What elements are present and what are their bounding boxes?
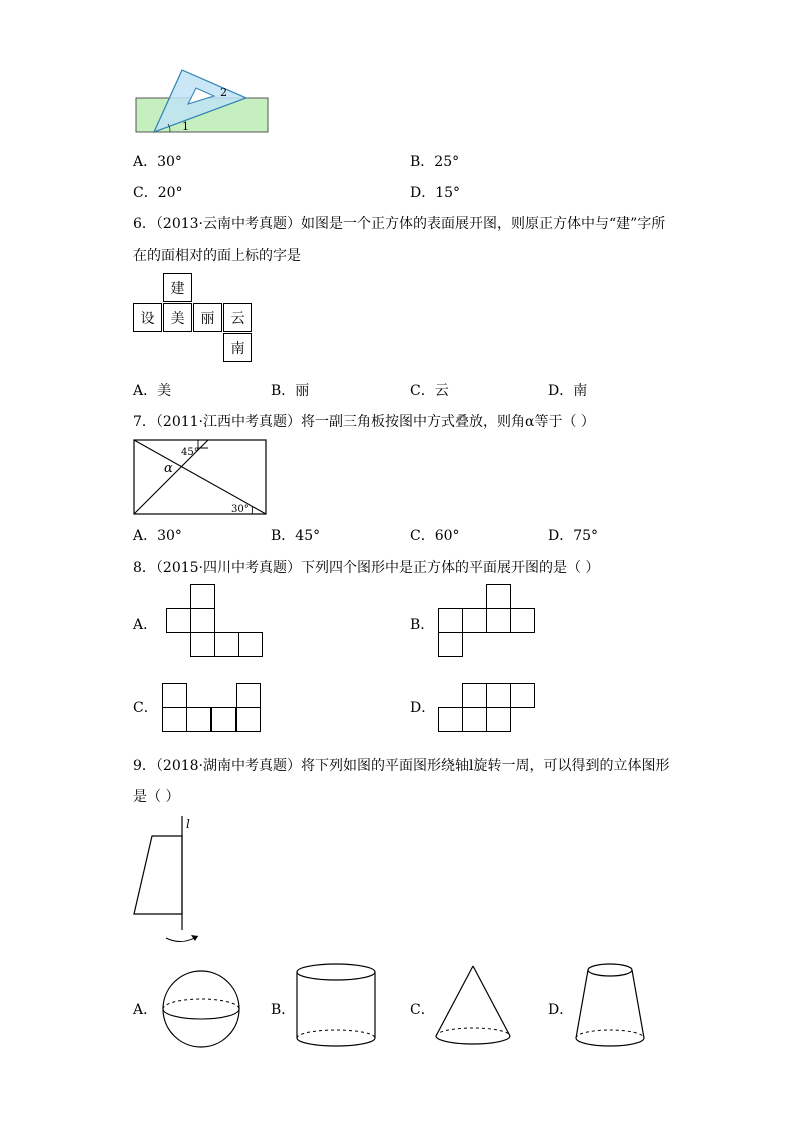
- q9-frustum-figure: [572, 960, 648, 1052]
- net-square: [486, 608, 511, 633]
- q9-option-c[interactable]: C．: [410, 1002, 435, 1018]
- q7-set-squares-figure: [128, 434, 270, 520]
- net-square: [162, 707, 187, 732]
- q7-option-d[interactable]: D．75°: [548, 528, 599, 544]
- net-square: [214, 632, 239, 657]
- net-square: [190, 584, 215, 609]
- q5-option-b[interactable]: B．25°: [410, 154, 460, 170]
- net-square: [486, 683, 511, 708]
- net-square: [190, 632, 215, 657]
- q6-option-d[interactable]: D．南: [548, 383, 588, 399]
- q6-cell-2: 美: [163, 303, 192, 332]
- net-square: [510, 608, 535, 633]
- q9-sphere-figure: [156, 968, 246, 1050]
- q6-option-c[interactable]: C．云: [410, 383, 449, 399]
- q6-cell-1: 设: [133, 303, 162, 332]
- net-square: [166, 608, 191, 633]
- net-square: [236, 683, 261, 708]
- q9-cylinder-figure: [293, 960, 379, 1052]
- q6-cell-4: 云: [223, 303, 252, 332]
- q5-option-c[interactable]: C．20°: [133, 185, 183, 201]
- net-square: [162, 683, 187, 708]
- q6-option-b[interactable]: B．丽: [271, 383, 310, 399]
- q7-option-c[interactable]: C．60°: [410, 528, 460, 544]
- net-square: [486, 707, 511, 732]
- q7-option-a[interactable]: A．30°: [133, 528, 182, 544]
- net-square: [486, 584, 511, 609]
- net-square: [190, 608, 215, 633]
- q9-option-a[interactable]: A．: [133, 1002, 158, 1018]
- q9-axis-label: l: [186, 817, 190, 831]
- q5-angle-2-label: 2: [220, 86, 227, 99]
- q5-angle-1-label: 1: [182, 120, 189, 133]
- q9-trapezoid-axis-figure: [128, 812, 218, 952]
- q9-stem-line1: 9．（2018·湖南中考真题）将下列如图的平面图形绕轴l旋转一周，可以得到的立体图形: [133, 758, 670, 774]
- q6-stem-line1: 6．（2013·云南中考真题）如图是一个正方体的表面展开图，则原正方体中与“建”字所: [133, 216, 666, 232]
- net-square: [236, 707, 261, 732]
- q8-option-d[interactable]: D．: [410, 700, 436, 716]
- q7-stem: 7．（2011·江西中考真题）将一副三角板按图中方式叠放，则角α等于（ ）: [133, 414, 595, 430]
- q8-option-b[interactable]: B．: [410, 617, 435, 633]
- q6-stem-line2: 在的面相对的面上标的字是: [133, 248, 301, 264]
- q7-option-b[interactable]: B．45°: [271, 528, 321, 544]
- net-square: [462, 683, 487, 708]
- q8-option-c[interactable]: C．: [133, 700, 158, 716]
- q9-option-d[interactable]: D．: [548, 1002, 574, 1018]
- net-square: [238, 632, 263, 657]
- q9-stem-line2: 是（ ）: [133, 789, 180, 805]
- net-square: [186, 707, 211, 732]
- net-square: [438, 632, 463, 657]
- q8-stem: 8．（2015·四川中考真题）下列四个图形中是正方体的平面展开图的是（ ）: [133, 560, 600, 576]
- q9-option-b[interactable]: B．: [271, 1002, 296, 1018]
- q5-triangle-ruler-figure: [130, 66, 275, 138]
- q6-cell-3: 丽: [193, 303, 222, 332]
- net-square: [438, 707, 463, 732]
- q5-option-d[interactable]: D．15°: [410, 185, 461, 201]
- net-square: [438, 608, 463, 633]
- q5-option-a[interactable]: A．30°: [133, 154, 182, 170]
- q8-option-a[interactable]: A．: [133, 617, 158, 633]
- q6-cell-bottom: 南: [223, 333, 252, 362]
- net-square: [462, 707, 487, 732]
- net-square: [211, 707, 236, 732]
- q7-30-degree-label: 30°: [231, 504, 249, 515]
- q6-cell-top: 建: [163, 273, 192, 302]
- net-square: [510, 683, 535, 708]
- net-square: [462, 608, 487, 633]
- q7-45-degree-label: 45°: [181, 447, 199, 458]
- q7-alpha-label: α: [164, 461, 173, 476]
- q9-cone-figure: [432, 962, 514, 1050]
- q6-option-a[interactable]: A．美: [133, 383, 172, 399]
